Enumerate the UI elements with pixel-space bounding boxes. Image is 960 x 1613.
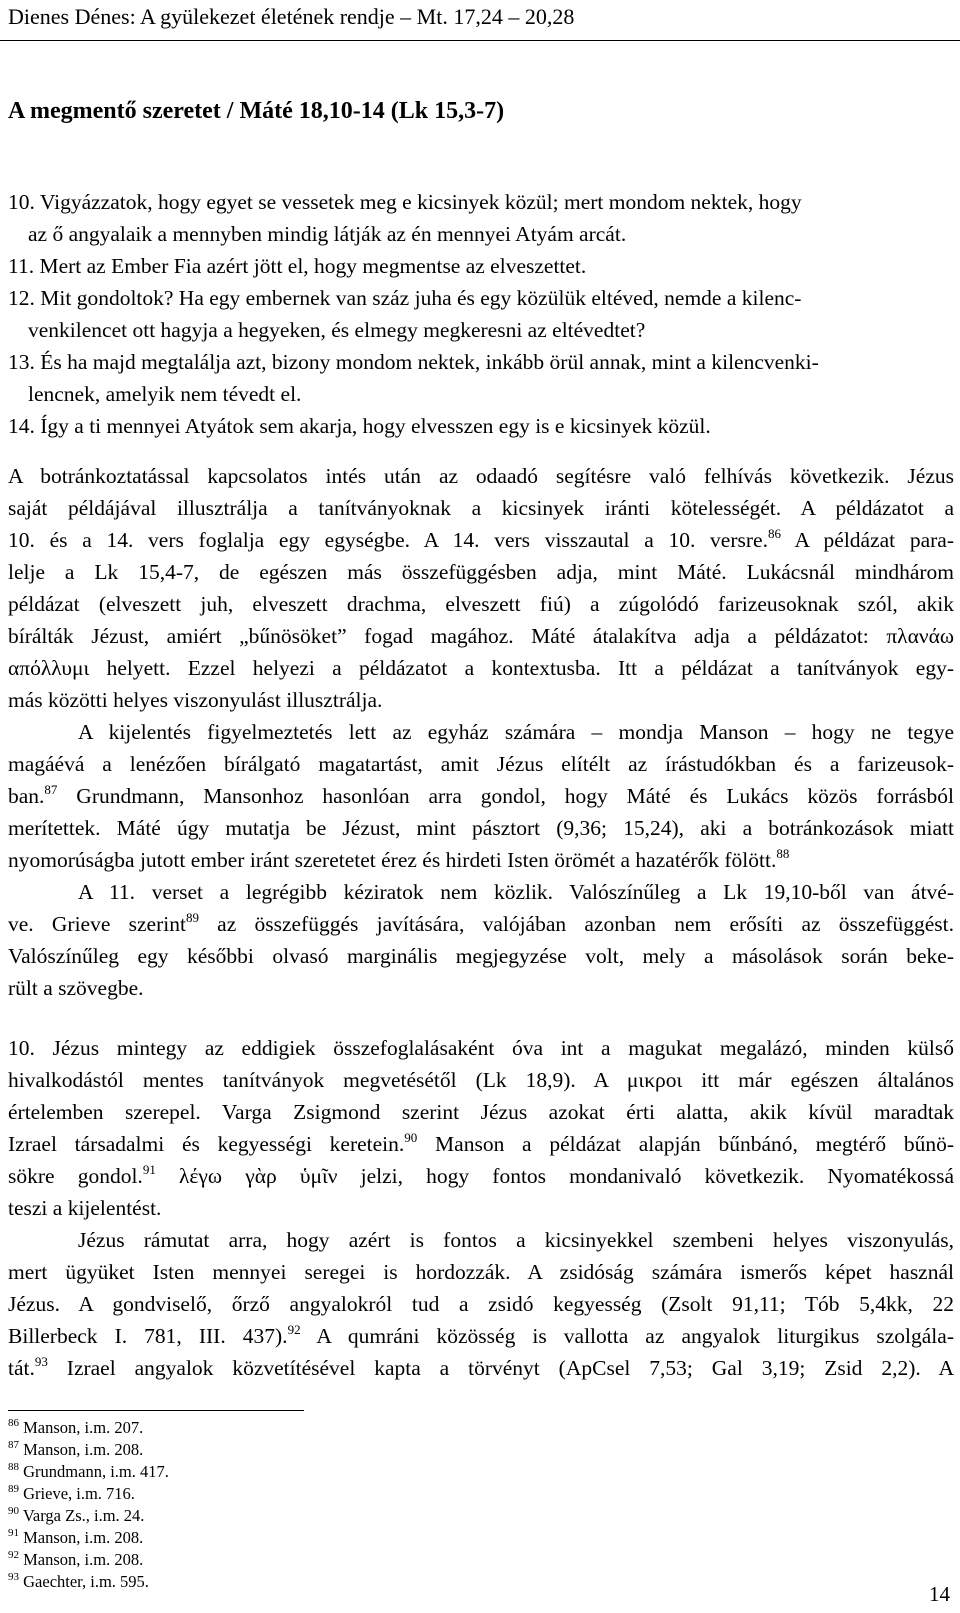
- footnote-ref: 89: [185, 910, 199, 925]
- footnote: $^{93}$ Gaechter, i.m. 595.: [8, 1571, 149, 1591]
- body-line: saját példájával illusztrálja a tanítványoknak a kicsinyek iránti kötelességét. A példázatot a: [8, 496, 954, 520]
- verse-line: 14. Így a ti mennyei Atyátok sem akarja, hogy elvesszen egy is e kicsinyek közül.: [8, 414, 711, 438]
- body-line: bírálták Jézust, amiért „bűnösöket” fogad magához. Máté átalakítva adja a példázatot: πλανάω: [8, 624, 954, 648]
- footnote: $^{88}$ Grundmann, i.m. 417.: [8, 1461, 169, 1481]
- footnote: $^{87}$ Manson, i.m. 208.: [8, 1439, 144, 1459]
- body-line: Izrael társadalmi és kegyességi keretein.$^{90}$ Manson a példázat alapján bűnbánó, megtérő bűnö-: [8, 1130, 955, 1156]
- verse-line: lencnek, amelyik nem tévedt el.: [28, 382, 302, 406]
- footnote-ref: 91: [142, 1162, 156, 1177]
- footnote-divider: [8, 1410, 304, 1411]
- verse-line: venkilencet ott hagyja a hegyeken, és elmegy megkeresni az eltévedtet?: [28, 318, 646, 342]
- footnote-ref: 88: [776, 846, 790, 861]
- footnote: $^{90}$ Varga Zs., i.m. 24.: [8, 1505, 145, 1525]
- body-line: Jézus rámutat arra, hogy azért is fontos a kicsinyekkel szembeni helyes viszonyulás,: [78, 1228, 954, 1252]
- body-line: A 11. verset a legrégibb kéziratok nem közlik. Valószínűleg a Lk 19,10-ből van átvé-: [78, 880, 954, 904]
- body-line: rült a szövegbe.: [8, 976, 144, 1000]
- verse-line: 12. Mit gondoltok? Ha egy embernek van száz juha és egy közülük eltéved, nemde a kilenc-: [8, 286, 802, 310]
- body-line: sökre gondol.$^{91}$ λέγω γὰρ ὑμῖν jelzi, hogy fontos mondanivaló következik. Nyomatékossá: [8, 1162, 954, 1188]
- footnote-ref: 90: [404, 1130, 418, 1145]
- footnote: $^{86}$ Manson, i.m. 207.: [8, 1417, 144, 1437]
- body-line: A botránkoztatással kapcsolatos intés után az odaadó segítésre való felhívás következik. Jézus: [8, 464, 954, 488]
- body-line: magáévá a lenézően bírálgató magatartást, amit Jézus elítélt az írástudókban és a farizeusok-: [8, 752, 954, 776]
- verse-line: 13. És ha majd megtalálja azt, bizony mondom nektek, inkább örül annak, mint a kilencvenki-: [8, 350, 819, 374]
- body-line: mert ügyüket Isten mennyei seregei is hordozzák. A zsidóság számára ismerős képet használ: [8, 1260, 954, 1284]
- body-line: értelemben szerepel. Varga Zsigmond szerint Jézus azokat érti alatta, akik kívül maradtak: [8, 1100, 954, 1124]
- footnote-ref: 87: [44, 782, 58, 797]
- verse-line: 11. Mert az Ember Fia azért jött el, hogy megmentse az elveszettet.: [8, 254, 587, 278]
- body-line: nyomorúságba jutott ember iránt szeretetet érez és hirdeti Isten örömét a hazatérők fölött.$^{88}$: [8, 846, 790, 872]
- running-header: Dienes Dénes: A gyülekezet életének rendje – Mt. 17,24 – 20,28: [8, 4, 575, 29]
- verse-line: az ő angyalaik a mennyben mindig látják az én mennyei Atyám arcát.: [28, 222, 627, 246]
- body-line: Jézus. A gondviselő, őrző angyalokról tud a zsidó kegyesség (Zsolt 91,11; Tób 5,4kk, 22: [8, 1292, 954, 1316]
- body-line: 10. és a 14. vers foglalja egy egységbe. A 14. vers visszautal a 10. versre.$^{86}$ A példázat para-: [8, 526, 955, 552]
- body-line: merítettek. Máté úgy mutatja be Jézust, mint pásztort (9,36; 15,24), aki a botránkozások miatt: [8, 816, 954, 840]
- section-title: A megmentő szeretet / Máté 18,10-14 (Lk 15,3-7): [8, 98, 505, 124]
- footnote: $^{91}$ Manson, i.m. 208.: [8, 1527, 144, 1547]
- body-line: 10. Jézus mintegy az eddigiek összefoglalásaként óva int a magukat megalázó, minden külső: [8, 1036, 954, 1060]
- header-divider: [0, 40, 960, 41]
- verse-line: 10. Vigyázzatok, hogy egyet se vessetek meg e kicsinyek közül; mert mondom nektek, hogy: [8, 190, 802, 214]
- body-line: tát.$^{93}$ Izrael angyalok közvetítésével kapta a törvényt (ApCsel 7,53; Gal 3,19; Zsid 2,2). A: [8, 1354, 954, 1380]
- body-line: A kijelentés figyelmeztetés lett az egyház számára – mondja Manson – hogy ne tegye: [78, 720, 954, 744]
- body-line: Billerbeck I. 781, III. 437).$^{92}$ A qumráni közösség is vallotta az angyalok liturgikus szolgála-: [8, 1322, 954, 1348]
- body-line: példázat (elveszett juh, elveszett drachma, elveszett fiú) a zúgolódó farizeusoknak szól, akik: [8, 592, 954, 616]
- body-line: ve. Grieve szerint$^{89}$ az összefüggés javítására, valójában azonban nem erősíti az összefüggést.: [8, 910, 954, 936]
- footnote: $^{89}$ Grieve, i.m. 716.: [8, 1483, 135, 1503]
- body-line: hivalkodástól mentes tanítványok megvetésétől (Lk 18,9). A μικροι itt már egészen általános: [8, 1068, 954, 1092]
- footnote-ref: 86: [767, 526, 781, 541]
- body-line: lelje a Lk 15,4-7, de egészen más összefüggésben adja, mint Máté. Lukácsnál mindhárom: [8, 560, 954, 584]
- body-line: más közötti helyes viszonyulást illusztrálja.: [8, 688, 383, 712]
- footnote-ref: 92: [287, 1322, 301, 1337]
- page-number: 14: [929, 1582, 950, 1606]
- body-line: απόλλυμι helyett. Ezzel helyezi a példázatot a kontextusba. Itt a példázat a tanítványok egy-: [8, 656, 954, 680]
- footnote-ref: 93: [34, 1354, 48, 1369]
- body-line: teszi a kijelentést.: [8, 1196, 162, 1220]
- body-line: Valószínűleg egy későbbi olvasó marginális megjegyzése volt, mely a másolások során beke-: [8, 944, 954, 968]
- footnote: $^{92}$ Manson, i.m. 208.: [8, 1549, 144, 1569]
- body-line: ban.$^{87}$ Grundmann, Mansonhoz hasonlóan arra gondol, hogy Máté és Lukács közös forrásból: [8, 782, 954, 808]
